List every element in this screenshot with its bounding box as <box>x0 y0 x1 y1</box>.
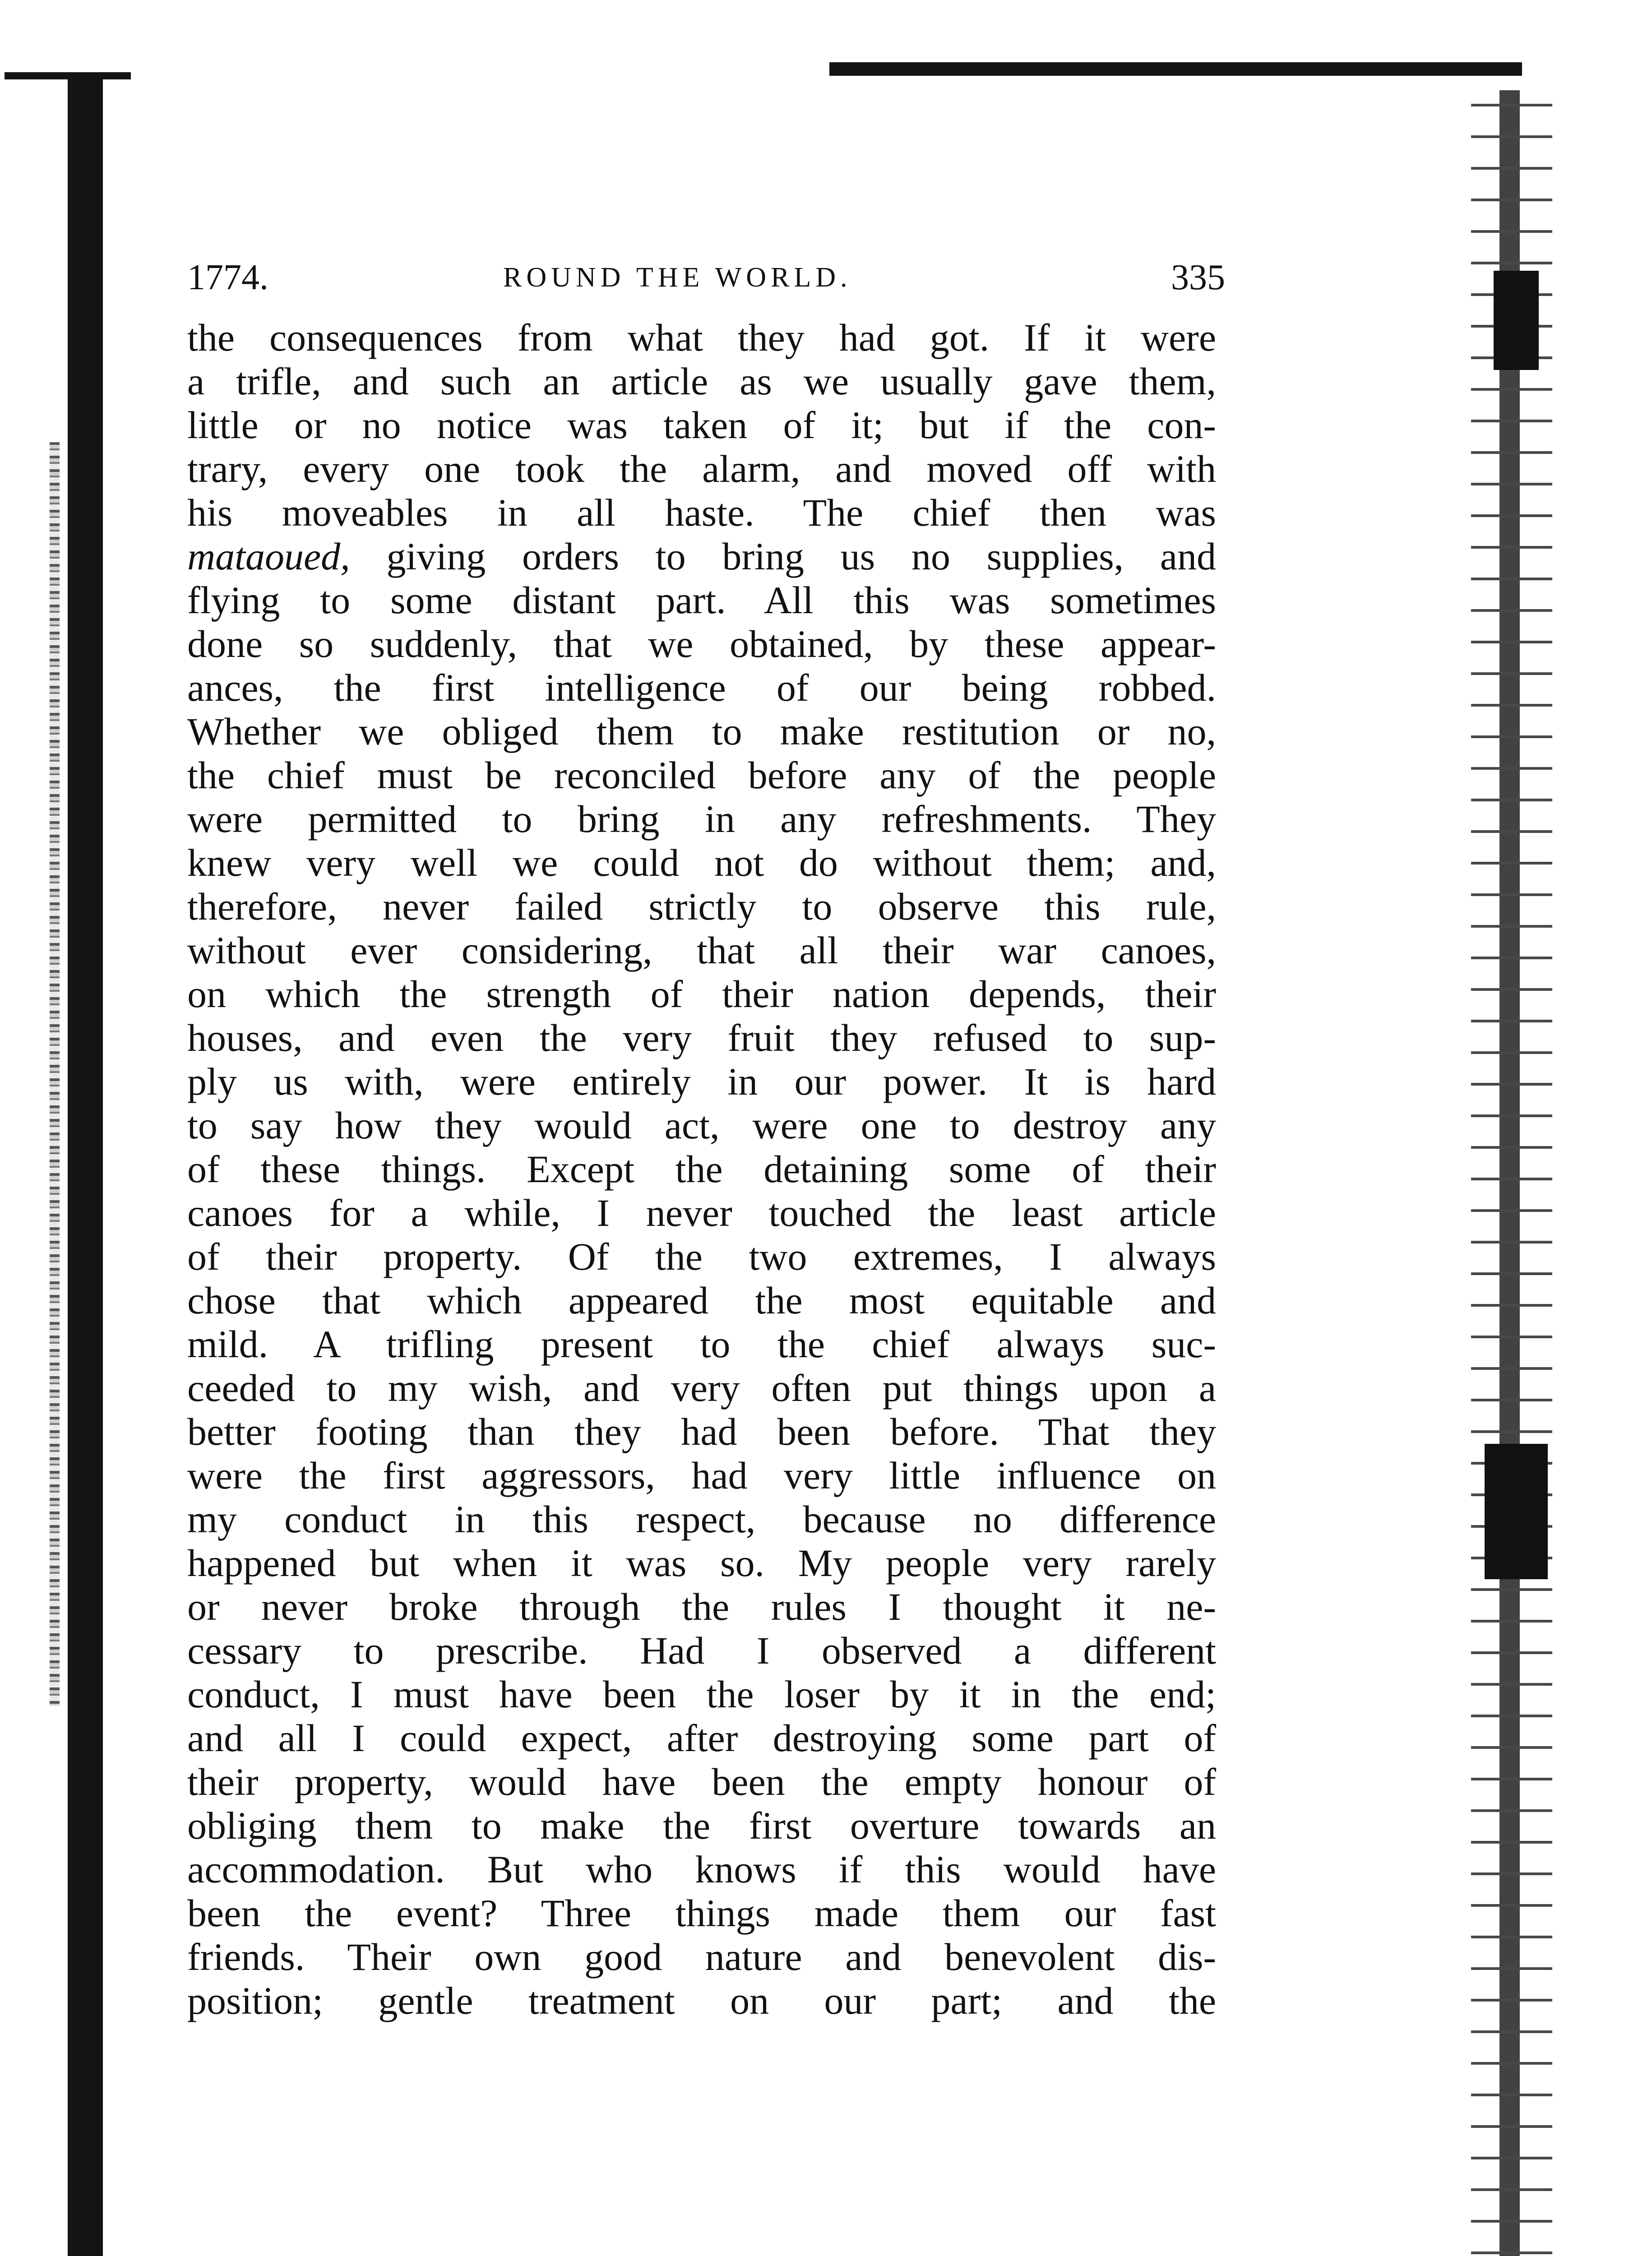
text-line: or never broke through the rules I thought it ne- <box>187 1585 1216 1628</box>
scan-top-bar <box>829 62 1522 76</box>
text-line: were permitted to bring in any refreshments. They <box>187 797 1216 841</box>
scan-binding-shadow <box>68 72 103 2256</box>
scan-right-edge <box>1471 90 1552 2256</box>
header-year: 1774. <box>187 258 268 297</box>
header-page-number: 335 <box>1171 258 1225 297</box>
text-line: his moveables in all haste. The chief then was <box>187 491 1216 534</box>
text-line: little or no notice was taken of it; but if the con- <box>187 403 1216 447</box>
text-line: without ever considering, that all their war canoes, <box>187 929 1216 972</box>
text-line: the chief must be reconciled before any of the people <box>187 754 1216 797</box>
text-line: of their property. Of the two extremes, I always <box>187 1235 1216 1278</box>
text-line: ceeded to my wish, and very often put things upon a <box>187 1366 1216 1410</box>
text-line: chose that which appeared the most equitable and <box>187 1279 1216 1322</box>
text-line: happened but when it was so. My people very rarely <box>187 1541 1216 1585</box>
text-line: trary, every one took the alarm, and moved off with <box>187 447 1216 490</box>
text-line: a trifle, and such an article as we usually gave them, <box>187 360 1216 403</box>
text-line: Whether we obliged them to make restitution or no, <box>187 710 1216 753</box>
text-line: to say how they would act, were one to destroy any <box>187 1104 1216 1147</box>
text-line: houses, and even the very fruit they refused to sup- <box>187 1016 1216 1059</box>
scan-right-notch <box>1485 1444 1548 1579</box>
text-line: been the event? Three things made them our fast <box>187 1891 1216 1935</box>
text-line: canoes for a while, I never touched the least article <box>187 1191 1216 1234</box>
text-line: better footing than they had been before. That they <box>187 1410 1216 1453</box>
text-line: flying to some distant part. All this was sometimes <box>187 578 1216 622</box>
text-line: obliging them to make the first overture towards an <box>187 1804 1216 1847</box>
text-line: mataoued, giving orders to bring us no supplies, and <box>187 535 1216 578</box>
text-line: position; gentle treatment on our part; and the <box>187 1979 1216 2022</box>
text-line: ances, the first intelligence of our being robbed. <box>187 666 1216 709</box>
text-line: were the first aggressors, had very little influence on <box>187 1454 1216 1497</box>
text-line: knew very well we could not do without them; and, <box>187 841 1216 884</box>
running-head <box>187 253 1225 302</box>
body-text <box>187 316 1216 2023</box>
text-line: done so suddenly, that we obtained, by these appear- <box>187 622 1216 666</box>
scan-left-edge <box>50 442 60 1706</box>
text-line: my conduct in this respect, because no difference <box>187 1498 1216 1541</box>
scan-right-notch <box>1494 271 1539 370</box>
text-line: of these things. Except the detaining some of their <box>187 1147 1216 1191</box>
text-line: friends. Their own good nature and benevolent dis- <box>187 1935 1216 1979</box>
text-line: mild. A trifling present to the chief always suc- <box>187 1322 1216 1366</box>
header-title: ROUND THE WORLD. <box>503 262 852 293</box>
text-line: therefore, never failed strictly to observe this rule, <box>187 885 1216 928</box>
text-line: accommodation. But who knows if this would have <box>187 1848 1216 1891</box>
text-line: ply us with, were entirely in our power. It is hard <box>187 1060 1216 1103</box>
text-line: the consequences from what they had got. If it were <box>187 316 1216 359</box>
text-line: and all I could expect, after destroying some part of <box>187 1716 1216 1760</box>
text-line: cessary to prescribe. Had I observed a different <box>187 1629 1216 1672</box>
text-line: conduct, I must have been the loser by it in the end; <box>187 1673 1216 1716</box>
text-line: on which the strength of their nation depends, their <box>187 972 1216 1016</box>
text-line: their property, would have been the empty honour of <box>187 1760 1216 1803</box>
